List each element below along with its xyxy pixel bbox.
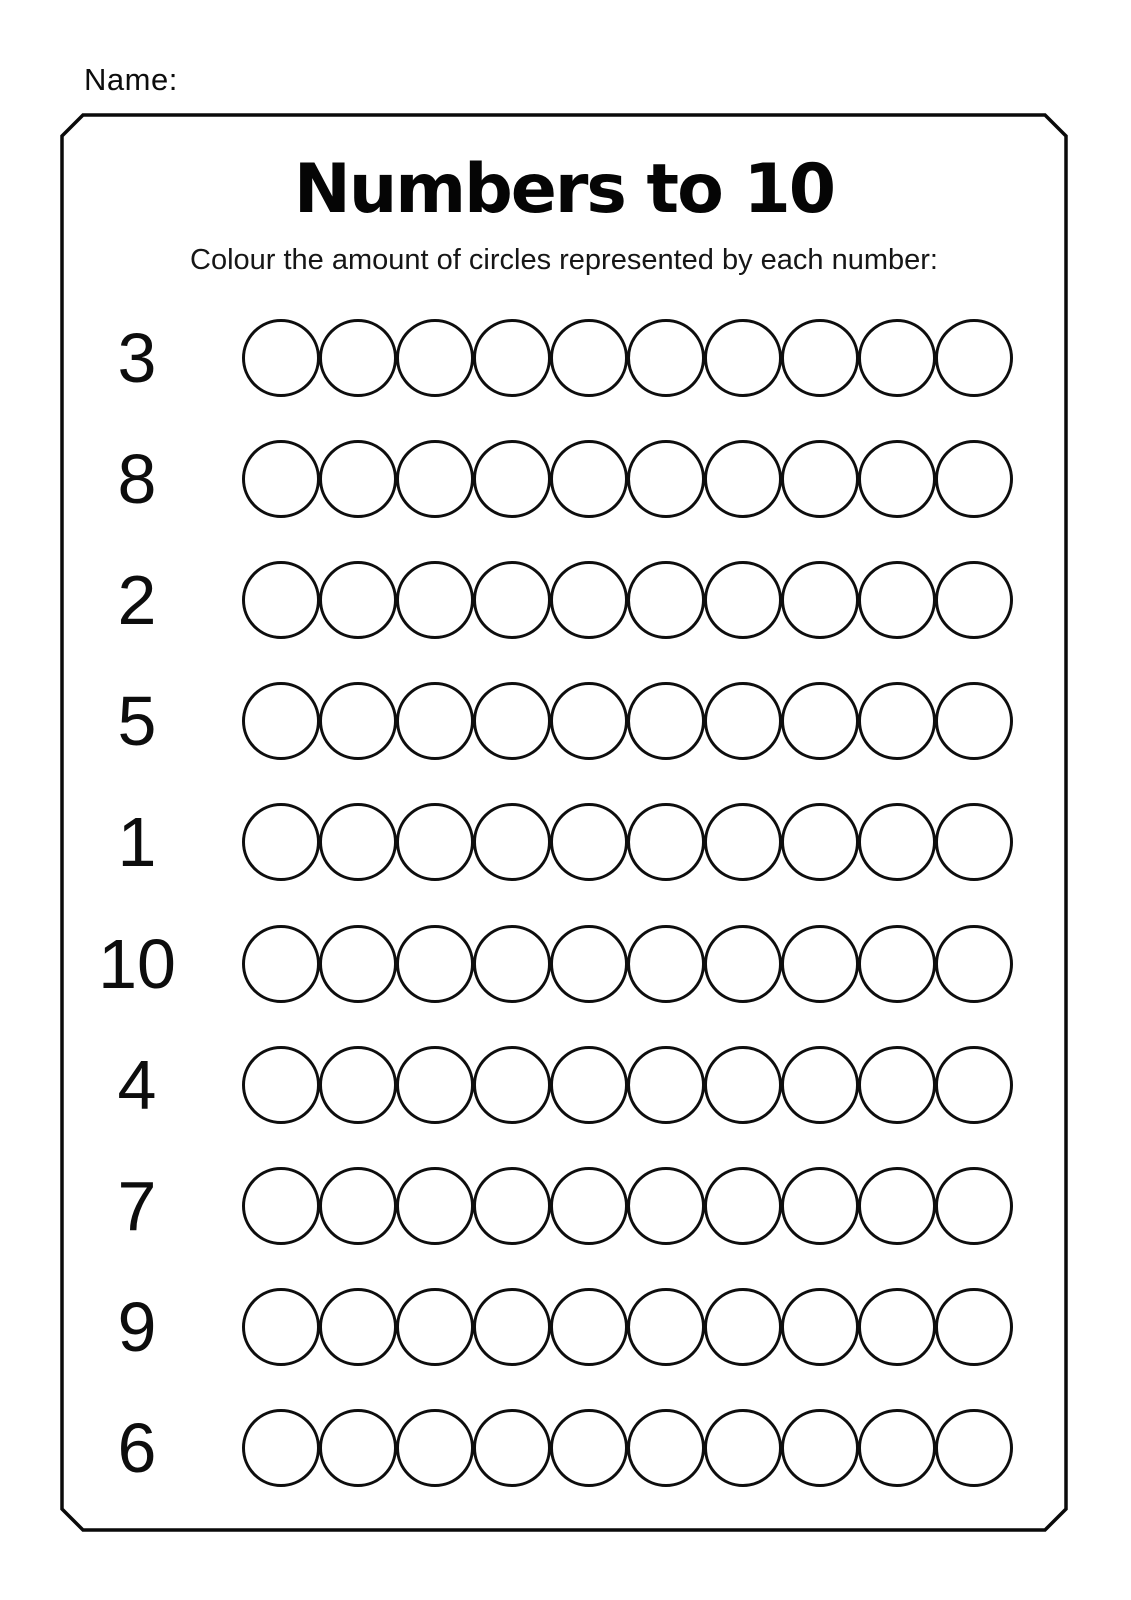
page-title: Numbers to 10 [293, 150, 835, 229]
colour-circle[interactable] [242, 803, 320, 881]
row-number: 4 [117, 1046, 157, 1124]
colour-circle[interactable] [473, 319, 551, 397]
colour-circle[interactable] [781, 1288, 859, 1366]
colour-circle[interactable] [781, 1409, 859, 1487]
colour-circle[interactable] [550, 925, 628, 1003]
colour-circle[interactable] [396, 682, 474, 760]
colour-circle[interactable] [935, 1167, 1013, 1245]
row-number: 9 [117, 1288, 157, 1366]
colour-circle[interactable] [781, 682, 859, 760]
colour-circle[interactable] [858, 1167, 936, 1245]
colour-circle[interactable] [319, 1288, 397, 1366]
circle-row [242, 1167, 1012, 1245]
colour-circle[interactable] [704, 1288, 782, 1366]
colour-circle[interactable] [396, 319, 474, 397]
colour-circle[interactable] [704, 561, 782, 639]
row-number: 1 [117, 803, 157, 881]
colour-circle[interactable] [242, 925, 320, 1003]
colour-circle[interactable] [473, 803, 551, 881]
colour-circle[interactable] [781, 925, 859, 1003]
colour-circle[interactable] [396, 1288, 474, 1366]
colour-circle[interactable] [396, 1167, 474, 1245]
circle-row [242, 440, 1012, 518]
row-number: 6 [117, 1409, 157, 1487]
colour-circle[interactable] [935, 319, 1013, 397]
circle-row [242, 925, 1012, 1003]
colour-circle[interactable] [858, 803, 936, 881]
colour-circle[interactable] [704, 1167, 782, 1245]
colour-circle[interactable] [627, 682, 705, 760]
colour-circle[interactable] [935, 1288, 1013, 1366]
colour-circle[interactable] [704, 925, 782, 1003]
colour-circle[interactable] [858, 682, 936, 760]
circle-row [242, 319, 1012, 397]
colour-circle[interactable] [319, 1167, 397, 1245]
colour-circle[interactable] [319, 561, 397, 639]
colour-circle[interactable] [242, 1409, 320, 1487]
colour-circle[interactable] [935, 682, 1013, 760]
row-number: 3 [117, 319, 157, 397]
colour-circle[interactable] [627, 561, 705, 639]
colour-circle[interactable] [858, 1409, 936, 1487]
colour-circle[interactable] [935, 925, 1013, 1003]
row-number: 2 [117, 561, 157, 639]
colour-circle[interactable] [473, 440, 551, 518]
colour-circle[interactable] [550, 1409, 628, 1487]
colour-circle[interactable] [242, 1046, 320, 1124]
row-number: 8 [117, 440, 157, 518]
colour-circle[interactable] [319, 803, 397, 881]
colour-circle[interactable] [550, 682, 628, 760]
colour-circle[interactable] [242, 682, 320, 760]
circle-row [242, 1288, 1012, 1366]
colour-circle[interactable] [704, 1409, 782, 1487]
colour-circle[interactable] [858, 440, 936, 518]
circle-row [242, 561, 1012, 639]
row-number: 10 [98, 925, 176, 1003]
colour-circle[interactable] [858, 1288, 936, 1366]
row-number: 5 [117, 682, 157, 760]
colour-circle[interactable] [781, 1046, 859, 1124]
colour-circle[interactable] [781, 561, 859, 639]
colour-circle[interactable] [704, 682, 782, 760]
colour-circle[interactable] [473, 561, 551, 639]
colour-circle[interactable] [473, 1288, 551, 1366]
circle-row [242, 803, 1012, 881]
colour-circle[interactable] [858, 561, 936, 639]
colour-circle[interactable] [396, 440, 474, 518]
colour-circle[interactable] [550, 440, 628, 518]
colour-circle[interactable] [473, 925, 551, 1003]
colour-circle[interactable] [319, 1409, 397, 1487]
colour-circle[interactable] [935, 440, 1013, 518]
colour-circle[interactable] [627, 925, 705, 1003]
colour-circle[interactable] [781, 319, 859, 397]
colour-circle[interactable] [242, 1167, 320, 1245]
colour-circle[interactable] [627, 1288, 705, 1366]
colour-circle[interactable] [627, 319, 705, 397]
colour-circle[interactable] [627, 1409, 705, 1487]
circle-row [242, 682, 1012, 760]
colour-circle[interactable] [242, 440, 320, 518]
colour-circle[interactable] [781, 1167, 859, 1245]
colour-circle[interactable] [858, 925, 936, 1003]
colour-circle[interactable] [704, 440, 782, 518]
name-label: Name: [84, 62, 178, 97]
colour-circle[interactable] [242, 319, 320, 397]
colour-circle[interactable] [319, 1046, 397, 1124]
colour-circle[interactable] [627, 1046, 705, 1124]
colour-circle[interactable] [319, 682, 397, 760]
colour-circle[interactable] [396, 803, 474, 881]
colour-circle[interactable] [242, 561, 320, 639]
colour-circle[interactable] [473, 1167, 551, 1245]
colour-circle[interactable] [550, 561, 628, 639]
colour-circle[interactable] [858, 319, 936, 397]
colour-circle[interactable] [935, 561, 1013, 639]
colour-circle[interactable] [550, 319, 628, 397]
colour-circle[interactable] [319, 319, 397, 397]
colour-circle[interactable] [550, 1288, 628, 1366]
colour-circle[interactable] [319, 440, 397, 518]
colour-circle[interactable] [858, 1046, 936, 1124]
colour-circle[interactable] [781, 440, 859, 518]
colour-circle[interactable] [704, 803, 782, 881]
colour-circle[interactable] [935, 803, 1013, 881]
colour-circle[interactable] [242, 1288, 320, 1366]
colour-circle[interactable] [550, 1046, 628, 1124]
colour-circle[interactable] [627, 803, 705, 881]
colour-circle[interactable] [781, 803, 859, 881]
row-number: 7 [117, 1167, 157, 1245]
circle-row [242, 1046, 1012, 1124]
colour-circle[interactable] [935, 1046, 1013, 1124]
colour-circle[interactable] [550, 1167, 628, 1245]
colour-circle[interactable] [396, 1409, 474, 1487]
colour-circle[interactable] [396, 1046, 474, 1124]
colour-circle[interactable] [704, 319, 782, 397]
colour-circle[interactable] [396, 561, 474, 639]
colour-circle[interactable] [550, 803, 628, 881]
colour-circle[interactable] [473, 1046, 551, 1124]
circle-row [242, 1409, 1012, 1487]
colour-circle[interactable] [935, 1409, 1013, 1487]
colour-circle[interactable] [396, 925, 474, 1003]
colour-circle[interactable] [627, 1167, 705, 1245]
colour-circle[interactable] [319, 925, 397, 1003]
colour-circle[interactable] [704, 1046, 782, 1124]
colour-circle[interactable] [627, 440, 705, 518]
instruction-text: Colour the amount of circles represented by each number: [190, 244, 938, 276]
colour-circle[interactable] [473, 1409, 551, 1487]
colour-circle[interactable] [473, 682, 551, 760]
